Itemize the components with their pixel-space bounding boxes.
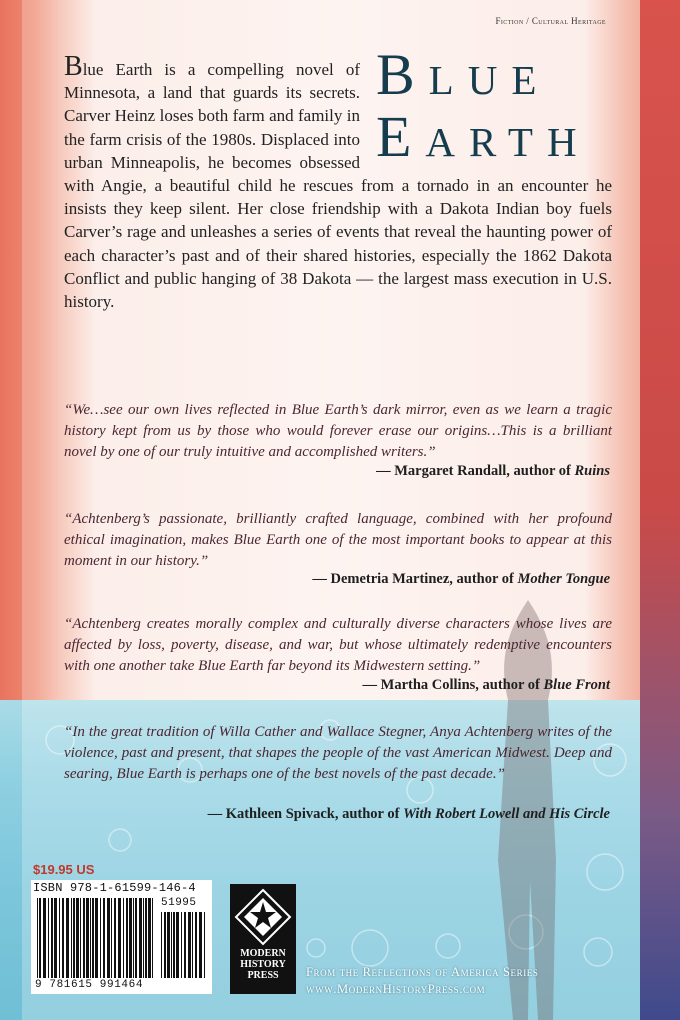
- barcode-bar: [199, 912, 202, 978]
- drop-cap: B: [64, 51, 83, 82]
- barcode-bar: [176, 912, 179, 978]
- barcode-bar: [37, 898, 38, 978]
- barcode-bar: [181, 912, 182, 978]
- barcode-bar: [90, 898, 91, 978]
- barcode-bar: [188, 912, 191, 978]
- barcode-bar: [126, 898, 128, 978]
- review-attribution-2: — Demetria Martinez, author of Mother Tongue: [312, 571, 610, 587]
- barcode-bar: [118, 898, 121, 978]
- barcode-bar: [171, 912, 172, 978]
- review-quote-2: “Achtenberg’s passionate, brilliantly crafted language, combined with her profound ethical imagination, makes Blue Earth one of the most important books to appear at this moment in our history.”: [64, 511, 612, 569]
- barcode-bar: [86, 898, 89, 978]
- barcode-digits: 9 781615 991464: [35, 979, 144, 991]
- barcode-bar: [111, 898, 112, 978]
- barcode-bar: [107, 898, 110, 978]
- barcode-bar: [135, 898, 137, 978]
- barcode-bar: [76, 898, 79, 978]
- title-line-1: Blue: [376, 42, 551, 107]
- title-space: [360, 55, 612, 167]
- barcode-bar: [195, 912, 197, 978]
- barcode-bar: [129, 898, 132, 978]
- isbn-text: ISBN 978-1-61599-146-4: [33, 881, 196, 895]
- review-attribution-1: — Margaret Randall, author of Ruins: [376, 463, 610, 479]
- barcode-bar: [83, 898, 85, 978]
- price-label: $19.95 US: [33, 862, 95, 877]
- barcode-bar: [184, 912, 186, 978]
- barcode-bar: [143, 898, 144, 978]
- barcode-bar: [51, 898, 53, 978]
- barcode-bar: [133, 898, 134, 978]
- barcode-bar: [54, 898, 57, 978]
- series-info: [306, 964, 636, 998]
- review-quote-1: “We…see our own lives reflected in Blue Earth’s dark mirror, even as we learn a tragic history kept from us by those who would forever erase our origins…This is a brilliant novel by one of our truly intuitive and accomplished writers.”: [64, 402, 612, 460]
- website-link[interactable]: www.ModernHistoryPress.com: [306, 982, 486, 996]
- barcode-bar: [95, 898, 98, 978]
- price-code: 51995: [161, 897, 197, 909]
- barcode-bar: [39, 898, 41, 978]
- barcode-bar: [92, 898, 94, 978]
- publisher-emblem-icon: [230, 884, 296, 948]
- review-quote-4: “In the great tradition of Willa Cather and Wallace Stegner, Anya Achtenberg writes of the violence, past and present, that shapes the people of the vast American Midwest. Deep and searing, Blue Earth is perhaps one of the best novels of the past decade.”: [64, 724, 612, 782]
- title-line-2: Earth: [376, 104, 591, 169]
- barcode-bar: [80, 898, 81, 978]
- category-label: Fiction / Cultural Heritage: [495, 16, 606, 26]
- isbn-barcode: [31, 880, 212, 994]
- barcode-bar: [114, 898, 116, 978]
- book-description: [64, 51, 612, 313]
- barcode-bar: [66, 898, 69, 978]
- barcode-bar: [139, 898, 142, 978]
- description-text: lue Earth is a compelling novel of Minnesota, a land that guards its secrets. Carver Heinz loses both farm and family in the farm crisis of the 1980s. Displaced into urban Minneapolis, he becomes obsessed with Angie, a beautiful child he rescues from a tornado in an encounter he insists they keep silent. Her close friendship with a Dakota Indian boy fuels Carver’s rage and unleashes a series of events that reveal the haunting power of each character’s past and of their shared histories, especially the 1862 Dakota Conflict and public hanging of 38 Dakota — the largest mass execution in U.S. history.: [64, 60, 612, 312]
- barcode-bar: [173, 912, 175, 978]
- barcode-bar: [123, 898, 124, 978]
- review-attribution-3: — Martha Collins, author of Blue Front: [362, 677, 610, 693]
- barcode-bar: [100, 898, 101, 978]
- barcode-bar: [145, 898, 147, 978]
- review-quote-3: “Achtenberg creates morally complex and culturally diverse characters whose lives are affected by loss, poverty, disease, and war, but whose ultimately redemptive encounters with one another take Blue Earth far beyond its Midwestern setting.”: [64, 616, 612, 674]
- barcode-bar: [48, 898, 49, 978]
- barcode-bar: [167, 912, 170, 978]
- barcode-bar: [62, 898, 64, 978]
- right-edge-stripe: [640, 0, 680, 1020]
- series-name: From the Reflections of America Series: [306, 965, 539, 979]
- barcode-bars-main: [37, 898, 155, 978]
- barcode-bars-addon: [161, 912, 207, 978]
- barcode-bar: [103, 898, 105, 978]
- publisher-name: MODERN HISTORY PRESS: [240, 948, 286, 981]
- review-attribution-4: — Kathleen Spivack, author of With Robert Lowell and His Circle: [207, 806, 610, 822]
- barcode-bar: [43, 898, 46, 978]
- barcode-bar: [161, 912, 162, 978]
- barcode-bar: [152, 898, 153, 978]
- barcode-bar: [59, 898, 60, 978]
- barcode-bar: [148, 898, 151, 978]
- barcode-bar: [204, 912, 205, 978]
- barcode-bar: [71, 898, 72, 978]
- publisher-logo: [230, 884, 296, 994]
- barcode-bar: [164, 912, 166, 978]
- barcode-bar: [192, 912, 193, 978]
- barcode-bar: [73, 898, 75, 978]
